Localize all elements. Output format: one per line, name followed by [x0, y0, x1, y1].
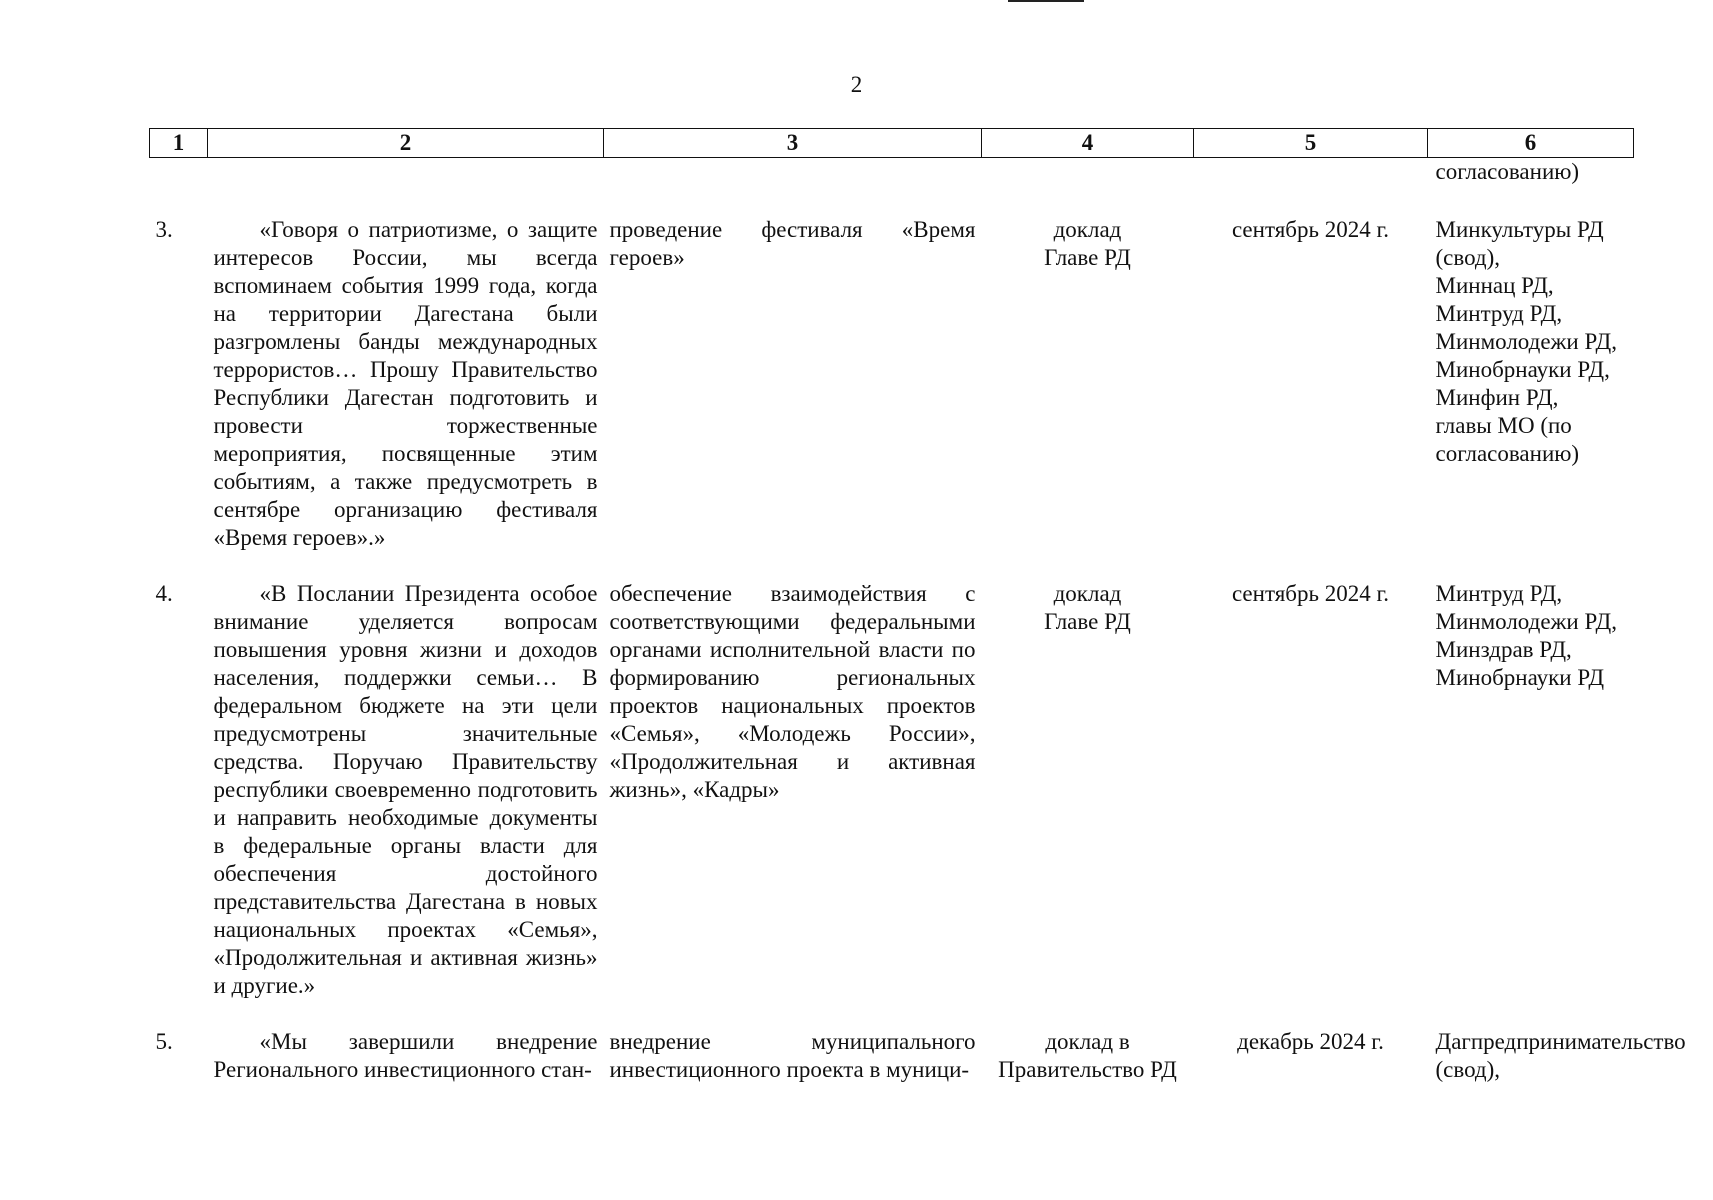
quote-text: «Мы завершили внедрение Регионального инвестиционного стан- [213, 1028, 598, 1082]
quote-text: «Говоря о патриотизме, о защите интересов России, мы всегда вспоминаем события 1999 года, когда на территории Дагестана были разгромлены банды международных террористов… Прошу Правительство Республики Дагестан подготовить и провести торжественные мероприятия, посвященные этим событиям, а также предусмотреть в сентябре организацию фестиваля «Время героев».» [213, 216, 598, 550]
quote-cell [208, 580, 604, 1028]
measure-cell: обеспечение взаимодействия с соответствующими федеральными органами исполнительной власти по формированию региональных проектов национальных проектов «Семья», «Молодежь России», «Продолжительная и активная жизнь», «Кадры» [609, 580, 976, 802]
responsible-cell: Минкультуры РД (свод), Миннац РД, Минтруд РД, Минмолодежи РД, Минобрнауки РД, Минфин РД, главы МО (по согласованию) [1435, 216, 1617, 466]
page-number: 2 [850, 72, 863, 97]
table-row [150, 1028, 1634, 1084]
continuation-text: согласованию) [1435, 159, 1580, 184]
col-header-3: 3 [604, 129, 982, 158]
row-number: 3. [155, 216, 173, 242]
col-header-5: 5 [1194, 129, 1428, 158]
quote-text: «В Послании Президента особое внимание уделяется вопросам повышения уровня жизни и доходов населения, поддержки семьи… В федеральном бюджете на эти цели предусмотрены значительные средства. Поручаю Правительству республики своевременно подготовить и направить необходимые документы в федеральные органы власти для обеспечения достойного представительства Дагестана в новых национальных проектах «Семья», «Продолжительная и активная жизнь» и другие.» [213, 580, 598, 998]
report-form-cell: доклад Главе РД [1044, 216, 1131, 270]
plan-table [149, 128, 1686, 1084]
top-edge-line [1008, 0, 1084, 2]
header-row [150, 129, 1634, 158]
quote-cell [208, 1028, 604, 1084]
deadline-cell: декабрь 2024 г. [1237, 1028, 1384, 1054]
report-form-cell: доклад Главе РД [1044, 580, 1131, 634]
responsible-cell: Дагпредпринимательство (свод), [1435, 1028, 1686, 1082]
col-header-6: 6 [1428, 129, 1634, 158]
table-row [150, 580, 1634, 1028]
deadline-cell: сентябрь 2024 г. [1231, 216, 1390, 242]
continuation-row [150, 158, 1634, 216]
measure-cell: внедрение муниципального инвестиционного проекта в муници- [609, 1028, 976, 1082]
deadline-cell: сентябрь 2024 г. [1231, 580, 1390, 606]
quote-cell [208, 216, 604, 580]
col-header-1: 1 [150, 129, 208, 158]
row-number: 5. [155, 1028, 173, 1054]
col-header-4: 4 [982, 129, 1194, 158]
col-header-2: 2 [208, 129, 604, 158]
table-row [150, 216, 1634, 580]
responsible-cell: Минтруд РД, Минмолодежи РД, Минздрав РД, Минобрнауки РД [1435, 580, 1617, 690]
measure-cell: проведение фестиваля «Время героев» [609, 216, 976, 270]
report-form-cell: доклад в Правительство РД [998, 1028, 1177, 1082]
row-number: 4. [155, 580, 173, 606]
